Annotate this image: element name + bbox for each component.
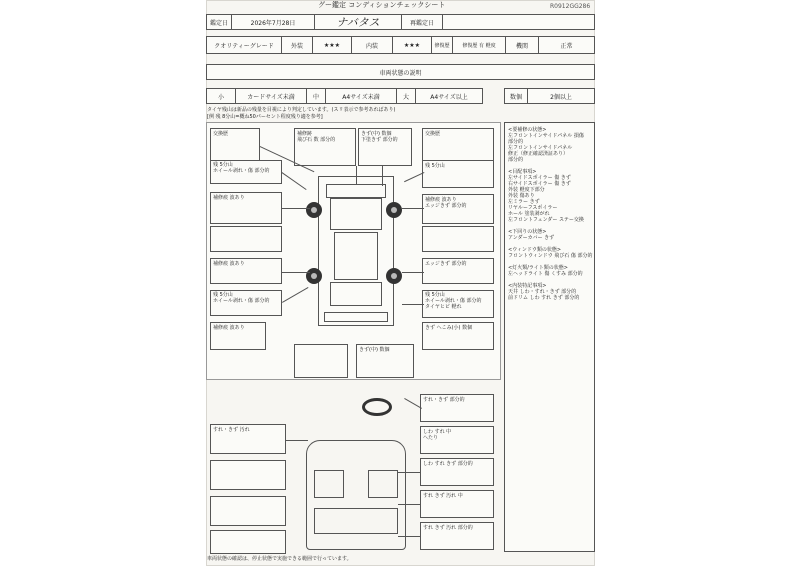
label-box-top-mid1 [294, 128, 356, 166]
remarks-line: 部分的 [508, 139, 524, 145]
tire-front-right-icon [386, 202, 402, 218]
remarks-panel [504, 122, 595, 552]
seat-rear [314, 508, 398, 534]
label-text: 残 5分山 [425, 163, 445, 169]
tire-rear-left-icon [306, 268, 322, 284]
label-box-right-2 [422, 194, 494, 224]
tire-front-left-icon [306, 202, 322, 218]
label-text: 交換歴 [213, 131, 229, 137]
leader-line [286, 440, 308, 441]
engine-label: 機関 [505, 36, 539, 54]
exterior-label: 外装 [281, 36, 313, 54]
size-medium-label: 中 [306, 88, 326, 104]
interior-box-9 [420, 522, 494, 550]
interior-box-1 [210, 424, 286, 454]
leader-line [402, 272, 424, 273]
label-box-right-2b [422, 226, 494, 252]
size-medium-desc: A4サイズ未満 [325, 88, 397, 104]
note-line-2: [例 残 8分山=概ね50パーセント程度残り適を参考] [207, 114, 323, 120]
leader-line [398, 504, 420, 505]
remarks-heading-windows: <ウィンドウ類の状態> [508, 247, 562, 253]
size-small-desc: カードサイズ未満 [235, 88, 307, 104]
label-text: すれ きず 汚れ 部分的 [423, 525, 473, 531]
leader-line [398, 536, 420, 537]
size-large-label: 大 [396, 88, 416, 104]
inspect-date-label: 鑑定日 [206, 14, 232, 30]
leader-line [282, 208, 310, 209]
inspect-date-value: 2026年7月28日 [231, 14, 315, 30]
label-text: すれ・きず 部分的 [423, 397, 465, 403]
label-text: 補修痕 波あり [213, 195, 245, 201]
label-box-right-1 [422, 160, 494, 188]
note-line-1: タイヤ残山は新品の残量を目視により判定しています。(スリ表示で参考あればあり) [207, 107, 396, 113]
label-text: すれ・きず 汚れ [213, 427, 250, 433]
remarks-line: 左フロントインサイドパネル [508, 145, 573, 151]
label-text: 残 5分山 [213, 162, 233, 168]
label-box-left-1 [210, 160, 282, 184]
label-text: ホイール剥れ・傷 部分的 [213, 168, 270, 174]
label-box-left-2 [210, 192, 282, 224]
reinspect-label: 再鑑定日 [401, 14, 443, 30]
size-several-label: 数個 [504, 88, 528, 104]
remarks-line: 修正（修正確認済証あり） [508, 151, 569, 157]
interior-box-2 [210, 460, 286, 490]
remarks-line: 左フロントインサイドパネル 損傷 [508, 133, 584, 139]
label-text: きず へこみ(小) 数個 [425, 325, 473, 331]
remarks-heading-underbody: <下回りの状態> [508, 229, 547, 235]
quality-grade-label: クオリティーグレード [206, 36, 282, 54]
leader-line [282, 272, 310, 273]
remarks-heading-repair: <要補修の状態> [508, 127, 547, 133]
label-box-right-3 [422, 258, 494, 284]
remarks-line: 前ドリム しわ すれ きず 部分的 [508, 295, 580, 301]
label-text: ホイール剥れ・傷 部分的 [213, 298, 270, 304]
leader-line [398, 472, 420, 473]
label-text: エッジきず 部分的 [425, 203, 467, 209]
label-text: 残 5分山 [425, 292, 445, 298]
remarks-line: ホール 塗装剥がれ [508, 211, 550, 217]
size-several-desc: 2個以上 [527, 88, 595, 104]
remarks-line: 左フロントフェンダー ステー交換 [508, 217, 584, 223]
engine-value: 正常 [538, 36, 595, 54]
tire-rear-right-icon [386, 268, 402, 284]
footer-note: 車両状態の確認は、停止状態で実施できる範囲で行っています。 [207, 556, 352, 562]
label-box-left-5 [210, 322, 266, 350]
label-text: エッジきず 部分的 [425, 261, 467, 267]
label-text: 残 5分山 [213, 292, 233, 298]
remarks-heading-lights: <灯火類/ライト類の状態> [508, 265, 568, 271]
interior-label: 内装 [351, 36, 393, 54]
remarks-heading-notes: <目配事項> [508, 169, 537, 175]
interior-box-8 [420, 490, 494, 518]
seat-front-left [314, 470, 344, 498]
label-text: きず(中) 数個 [361, 131, 392, 137]
leader-line [402, 208, 424, 209]
label-text: しわ すれ きず 部分的 [423, 461, 473, 467]
car-windshield-outline [330, 198, 382, 230]
label-box-left-2b [210, 226, 282, 252]
condition-check-sheet [206, 0, 595, 566]
repair-history-label: 修復歴 [431, 36, 453, 54]
interior-box-5 [420, 394, 494, 422]
inspector-signature: ナバタス [336, 16, 380, 29]
label-text: へたり [423, 435, 439, 441]
inspector-signature-box [314, 14, 402, 30]
label-text: 飛び石 数 部分的 [297, 137, 336, 143]
remarks-line: 外装 軽度下部分 [508, 187, 545, 193]
label-text: 補修痕 波あり [425, 197, 457, 203]
reinspect-value [442, 14, 595, 30]
label-text: 補修跡 [297, 131, 313, 137]
leader-line [382, 166, 383, 186]
interior-rating: ★★★ [392, 36, 432, 54]
remarks-line: リヤルーフスポイラー [508, 205, 558, 211]
sheet-title: グー鑑定 コンディションチェックシート [318, 1, 446, 9]
remarks-line: 部分的 [508, 157, 524, 163]
interior-box-3 [210, 496, 286, 526]
label-text: きず(中) 数個 [359, 347, 390, 353]
label-text: ホイール剥れ・傷 部分的 [425, 298, 482, 304]
leader-line [402, 304, 424, 305]
label-text: 交換歴 [425, 131, 441, 137]
label-text: 補修痕 波あり [213, 325, 245, 331]
label-box-rear-mid [422, 322, 494, 350]
repair-history-value: 修復歴 有 軽度 [452, 36, 506, 54]
car-rear-window-outline [330, 282, 382, 306]
interior-box-4 [210, 530, 286, 554]
label-box-top-mid2 [358, 128, 412, 166]
exterior-rating: ★★★ [312, 36, 352, 54]
remarks-line: 右サイドスポイラー 傷 きず [508, 181, 571, 187]
remarks-line: フロントウィンドウ 飛び石 傷 部分的 [508, 253, 593, 259]
label-box-left-3 [210, 258, 282, 284]
steering-wheel-icon [362, 398, 392, 416]
car-hood-outline [326, 184, 386, 198]
remarks-line: アンダーカバー きず [508, 235, 555, 241]
interior-box-6 [420, 426, 494, 454]
label-text: すれ きず 汚れ 中 [423, 493, 463, 499]
seat-front-right [368, 470, 398, 498]
label-box-right-4 [422, 290, 494, 318]
size-large-desc: A4サイズ以上 [415, 88, 483, 104]
label-text: タイヤヒビ 軽れ [425, 304, 462, 310]
remarks-line: 左ミラー きず [508, 199, 540, 205]
label-box-rear-bottom [356, 344, 414, 378]
label-box-left-4 [210, 290, 282, 316]
document-id: R0912GG286 [550, 3, 591, 10]
remarks-line: 左ヘッドライト 傷 くすみ 部分的 [508, 271, 583, 277]
label-text: 補修痕 波あり [213, 261, 245, 267]
leader-line [356, 166, 357, 184]
section-title: 車両状態の説明 [206, 64, 595, 80]
remarks-line: 左サイドスポイラー 傷 きず [508, 175, 571, 181]
remarks-line: 天井 しわ・すれ・きず 部分的 [508, 289, 577, 295]
label-text: 下塗きず 部分的 [361, 137, 398, 143]
interior-box-7 [420, 458, 494, 486]
remarks-line: 外装 傷あり [508, 193, 535, 199]
remarks-heading-interior: <内装特記事項> [508, 283, 547, 289]
car-roof-outline [334, 232, 378, 280]
size-small-label: 小 [206, 88, 236, 104]
label-box-rear-left [294, 344, 348, 378]
car-rear-bumper-outline [324, 312, 388, 322]
label-text: しわ すれ 中 [423, 429, 452, 435]
